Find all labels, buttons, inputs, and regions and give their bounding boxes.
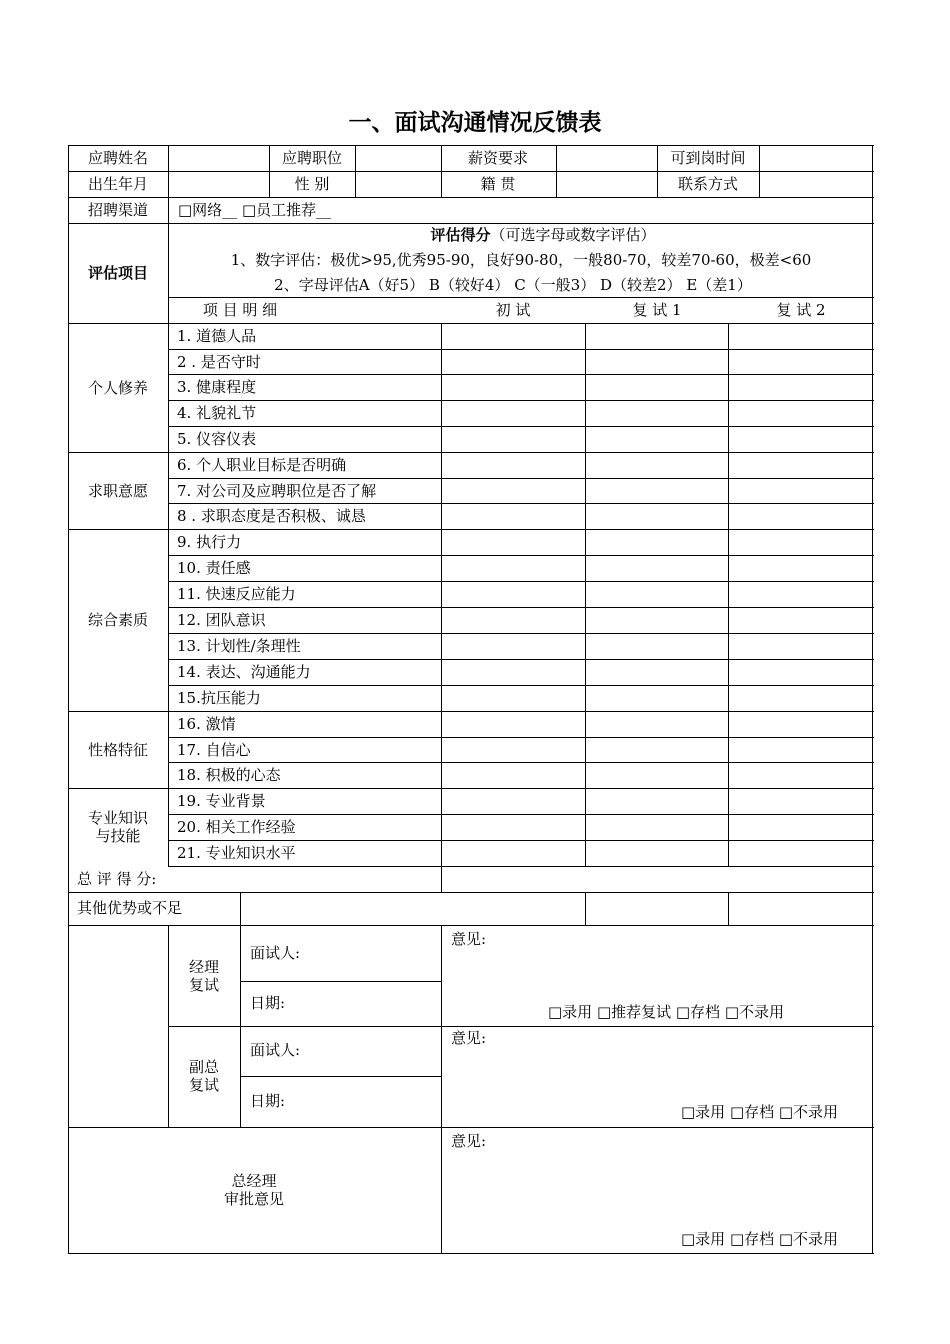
item-label: 15.抗压能力 xyxy=(177,689,261,707)
gm-options: □录用 □存档 □不录用 xyxy=(681,1230,839,1248)
table-rule xyxy=(68,452,874,453)
eval-item-label: 评估项目 xyxy=(87,264,149,282)
item-label: 17. 自信心 xyxy=(177,740,251,759)
table-rule xyxy=(556,145,557,198)
form-title: 一、面试沟通情况反馈表 xyxy=(348,110,602,136)
group-label: 求职意愿 xyxy=(87,481,149,500)
vice-opinion: 意见: xyxy=(451,1029,487,1047)
table-rule xyxy=(728,892,729,926)
table-rule xyxy=(68,529,874,530)
table-rule xyxy=(759,145,760,198)
table-rule xyxy=(68,892,874,893)
group-label: 综合素质 xyxy=(87,611,149,629)
table-rule xyxy=(585,323,586,867)
item-label: 5. 仪容仪表 xyxy=(177,430,257,448)
item-label: 20. 相关工作经验 xyxy=(177,818,296,836)
table-rule xyxy=(441,925,442,1254)
table-rule xyxy=(168,814,874,815)
table-rule xyxy=(168,323,169,867)
col-first: 初 试 xyxy=(495,301,531,319)
interview-feedback-table xyxy=(68,145,873,1254)
gm-label: 总经理 审批意见 xyxy=(223,1172,285,1208)
table-rule xyxy=(168,1026,874,1027)
score-title-text: 评估得分 xyxy=(430,226,491,244)
item-label: 14. 表达、沟通能力 xyxy=(177,663,311,681)
table-rule xyxy=(168,145,169,198)
group-label: 性格特征 xyxy=(87,740,149,759)
gender-label: 性 别 xyxy=(294,175,330,193)
table-rule xyxy=(355,145,356,198)
item-label: 2 . 是否守时 xyxy=(177,352,261,371)
group-label: 个人修养 xyxy=(87,378,149,397)
table-rule xyxy=(68,925,874,926)
table-rule xyxy=(168,633,874,634)
table-rule xyxy=(168,197,169,224)
table-rule xyxy=(68,145,69,1254)
table-rule xyxy=(68,323,874,324)
manager-opinion: 意见: xyxy=(451,930,487,948)
table-rule xyxy=(240,1076,442,1077)
table-rule xyxy=(68,711,874,712)
table-rule xyxy=(168,555,874,556)
table-rule xyxy=(68,197,874,198)
table-rule xyxy=(168,840,874,841)
table-rule xyxy=(68,1127,874,1128)
item-label: 21. 专业知识水平 xyxy=(177,844,296,862)
table-rule xyxy=(68,1253,874,1254)
rule-letter: 2、字母评估A（好5） B（较好4） C（一般3） D（较差2） E（差1） xyxy=(274,276,752,294)
arrival-label: 可到岗时间 xyxy=(670,149,746,167)
table-rule xyxy=(168,349,874,350)
table-rule xyxy=(441,866,442,893)
table-rule xyxy=(168,866,874,867)
table-rule xyxy=(168,762,874,763)
score-title xyxy=(430,226,655,244)
table-rule xyxy=(441,145,442,198)
item-label: 7. 对公司及应聘职位是否了解 xyxy=(177,481,377,500)
table-rule xyxy=(168,223,169,298)
table-rule xyxy=(168,607,874,608)
vice-label: 副总 复试 xyxy=(188,1058,220,1094)
table-rule xyxy=(68,171,874,172)
table-rule xyxy=(168,581,874,582)
manager-date: 日期: xyxy=(250,994,286,1012)
item-label: 16. 激情 xyxy=(177,715,236,733)
table-rule xyxy=(168,503,874,504)
contact-label: 联系方式 xyxy=(677,175,739,193)
table-rule xyxy=(68,145,874,146)
table-rule xyxy=(441,323,442,867)
rule-numeric: 1、数字评估：极优>95,优秀95-90，良好90-80，一般80-70，较差70-60，极差<60 xyxy=(230,251,812,269)
item-label: 6. 个人职业目标是否明确 xyxy=(177,456,347,474)
table-rule xyxy=(68,223,874,224)
table-rule xyxy=(168,374,874,375)
item-label: 8 . 求职态度是否积极、诚恳 xyxy=(177,507,366,525)
vice-interviewer: 面试人: xyxy=(250,1041,301,1059)
table-rule xyxy=(168,737,874,738)
vice-date: 日期: xyxy=(250,1092,286,1110)
item-label: 10. 责任感 xyxy=(177,559,251,577)
table-rule xyxy=(168,685,874,686)
table-rule xyxy=(168,297,874,298)
item-label: 11. 快速反应能力 xyxy=(177,585,296,603)
item-label: 1. 道德人品 xyxy=(177,327,257,345)
score-note: （可选字母或数字评估） xyxy=(490,226,656,244)
salary-label: 薪资要求 xyxy=(467,149,529,167)
total-score-label: 总 评 得 分: xyxy=(77,870,157,888)
manager-interviewer: 面试人: xyxy=(250,944,301,962)
vice-options: □录用 □存档 □不录用 xyxy=(681,1103,839,1121)
item-label: 4. 礼貌礼节 xyxy=(177,404,257,422)
gm-opinion: 意见: xyxy=(451,1132,487,1150)
table-rule xyxy=(657,145,658,198)
position-label: 应聘职位 xyxy=(281,149,343,167)
table-rule xyxy=(585,892,586,926)
other-label: 其他优势或不足 xyxy=(77,899,183,917)
table-rule xyxy=(728,323,729,867)
group-label: 专业知识 与技能 xyxy=(87,809,149,845)
col-detail: 项 目 明 细 xyxy=(202,301,278,319)
manager-options: □录用 □推荐复试 □存档 □不录用 xyxy=(548,1003,784,1021)
table-rule xyxy=(269,145,270,198)
origin-label: 籍 贯 xyxy=(480,175,516,193)
table-rule xyxy=(168,400,874,401)
item-label: 3. 健康程度 xyxy=(177,378,257,396)
table-rule xyxy=(240,892,241,926)
table-rule xyxy=(872,145,873,1254)
table-rule xyxy=(68,788,874,789)
table-rule xyxy=(240,981,442,982)
name-label: 应聘姓名 xyxy=(87,149,149,167)
item-label: 13. 计划性/条理性 xyxy=(177,637,301,655)
col-second: 复 试 1 xyxy=(632,301,682,319)
col-third: 复 试 2 xyxy=(776,301,826,319)
table-rule xyxy=(168,297,169,324)
channel-options: □网络__ □员工推荐__ xyxy=(178,201,332,219)
table-rule xyxy=(168,478,874,479)
manager-label: 经理 复试 xyxy=(188,958,220,994)
channel-label: 招聘渠道 xyxy=(87,201,149,219)
table-rule xyxy=(168,426,874,427)
item-label: 19. 专业背景 xyxy=(177,792,266,810)
item-label: 9. 执行力 xyxy=(177,533,242,551)
item-label: 18. 积极的心态 xyxy=(177,766,281,784)
table-rule xyxy=(168,659,874,660)
birth-label: 出生年月 xyxy=(87,175,149,193)
item-label: 12. 团队意识 xyxy=(177,611,266,629)
